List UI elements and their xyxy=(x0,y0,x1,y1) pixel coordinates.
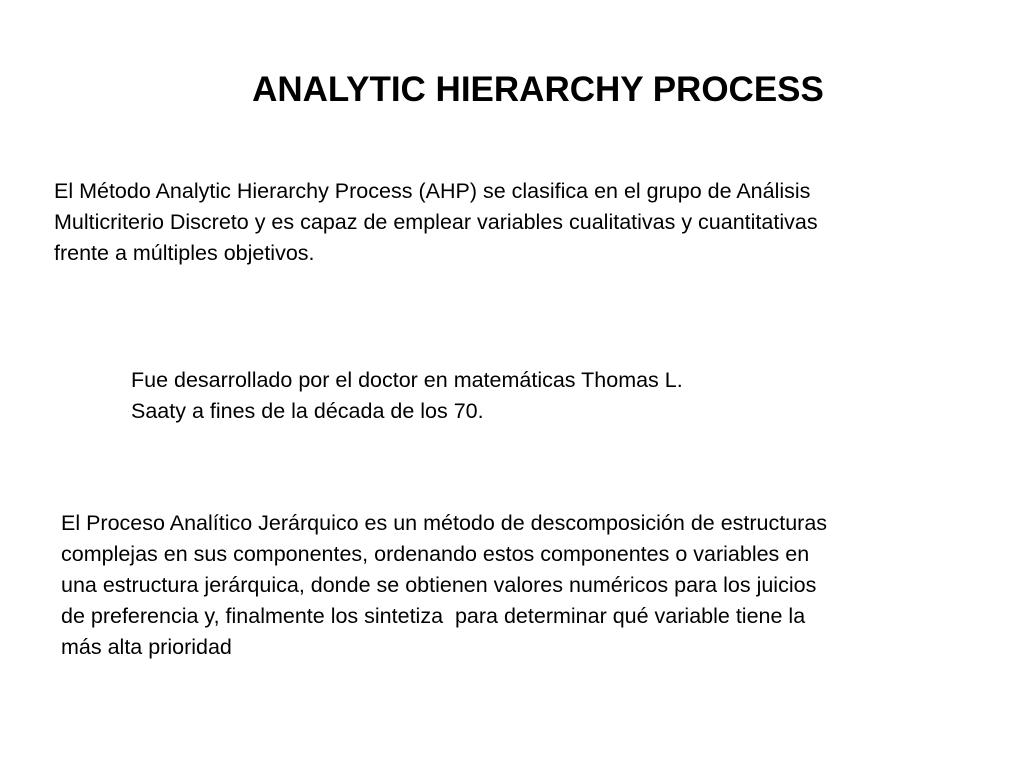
text-line: frente a múltiples objetivos. xyxy=(54,241,315,265)
text-line: complejas en sus componentes, ordenando estos componentes o variables en xyxy=(61,542,810,566)
text-line: una estructura jerárquica, donde se obtienen valores numéricos para los juicios xyxy=(61,573,817,597)
text-line: de preferencia y, finalmente los sintetiza para determinar qué variable tiene la xyxy=(61,604,806,628)
slide-title: ANALYTIC HIERARCHY PROCESS xyxy=(252,70,824,109)
text-line: más alta prioridad xyxy=(61,635,232,659)
paragraph-ahp-definition xyxy=(54,176,818,269)
paragraph-ahp-process xyxy=(61,508,827,663)
text-line: El Método Analytic Hierarchy Process (AHP) se clasifica en el grupo de Análisis xyxy=(54,179,811,203)
text-line: Fue desarrollado por el doctor en matemáticas Thomas L. xyxy=(131,368,683,392)
text-line: El Proceso Analítico Jerárquico es un método de descomposición de estructuras xyxy=(61,511,828,535)
text-line: Saaty a fines de la década de los 70. xyxy=(131,399,484,423)
text-line: Multicriterio Discreto y es capaz de emplear variables cualitativas y cuantitativas xyxy=(54,210,818,234)
paragraph-ahp-origin xyxy=(131,365,683,427)
